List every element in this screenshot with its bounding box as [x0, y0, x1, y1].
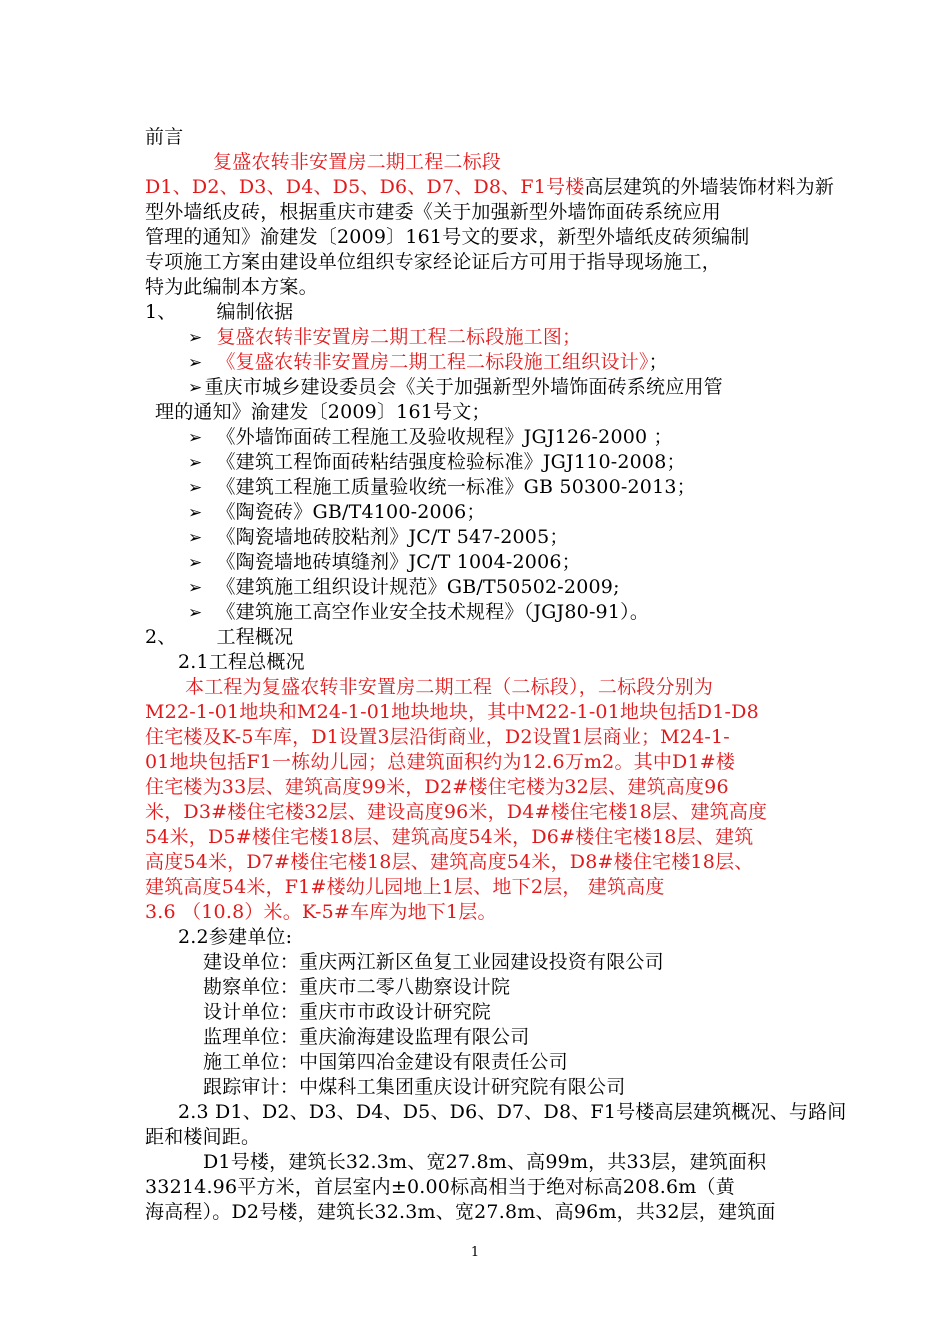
overview-line-5: 住宅楼为33层、建筑高度99米，D2#楼住宅楼为32层、建筑高度96 [145, 776, 729, 798]
basis-item-10-text: 《建筑施工组织设计规范》GB/T50502-2009; [216, 576, 620, 598]
d1-line-2: 33214.96平方米，首层室内±0.00标高相当于绝对标高208.6m（黄 [145, 1176, 735, 1198]
basis-item-6-text: 《建筑工程施工质量验收统一标准》GB 50300-2013； [216, 476, 696, 498]
overview-line-7: 54米，D5#楼住宅楼18层、建筑高度54米，D6#楼住宅楼18层、建筑 [145, 826, 754, 848]
bullet-icon: ➢ [188, 453, 203, 473]
basis-item-3-cont: 理的通知》渝建发〔2009〕161号文； [155, 401, 491, 423]
bullet-icon: ➢ [188, 553, 203, 573]
preface-line-5: 特为此编制本方案。 [145, 276, 318, 298]
unit-survey: 勘察单位：重庆市二零八勘察设计院 [203, 976, 511, 998]
bullet-icon: ➢ [188, 478, 203, 498]
bullet-icon: ➢ [188, 428, 203, 448]
basis-item-3-text: 重庆市城乡建设委员会《关于加强新型外墙饰面砖系统应用管 [204, 376, 723, 398]
section-2-number: 2、 [145, 626, 177, 648]
section-1-number: 1、 [145, 301, 177, 323]
unit-supervision: 监理单位：重庆渝海建设监理有限公司 [203, 1026, 530, 1048]
overview-line-1: 本工程为复盛农转非安置房二期工程（二标段），二标段分别为 [185, 676, 714, 698]
basis-item-7-text: 《陶瓷砖》GB/T4100-2006； [216, 501, 486, 523]
preface-line-2: 型外墙纸皮砖，根据重庆市建委《关于加强新型外墙饰面砖系统应用 [145, 201, 722, 223]
basis-item-6 [188, 475, 696, 501]
basis-item-1-text: 复盛农转非安置房二期工程二标段施工图； [216, 326, 582, 348]
overview-line-6: 米，D3#楼住宅楼32层、建设高度96米，D4#楼住宅楼18层、建筑高度 [145, 801, 768, 823]
overview-line-2: M22-1-01地块和M24-1-01地块地块，其中M22-1-01地块包括D1-D8 [145, 701, 759, 723]
basis-item-8-text: 《陶瓷墙地砖胶粘剂》JC/T 547-2005； [216, 526, 569, 548]
subsection-2-2: 2.2参建单位: [178, 926, 293, 948]
subsection-2-3: 2.3 D1、D2、D3、D4、D5、D6、D7、D8、F1号楼高层建筑概况、与路间 [178, 1101, 847, 1123]
basis-item-3 [188, 375, 723, 401]
basis-item-9-text: 《陶瓷墙地砖填缝剂》JC/T 1004-2006； [216, 551, 581, 573]
basis-item-1 [188, 325, 581, 351]
bullet-icon: ➢ [188, 528, 203, 548]
preface-title: 前言 [145, 126, 184, 148]
basis-item-7 [188, 500, 486, 526]
unit-audit: 跟踪审计：中煤科工集团重庆设计研究院有限公司 [203, 1076, 626, 1098]
subsection-2-1: 2.1工程总概况 [178, 651, 305, 673]
preface-line-3: 管理的通知》渝建发〔2009〕161号文的要求，新型外墙纸皮砖须编制 [145, 226, 750, 248]
unit-contractor: 施工单位：中国第四冶金建设有限责任公司 [203, 1051, 568, 1073]
basis-item-5 [188, 450, 686, 476]
basis-item-11-text: 《建筑施工高空作业安全技术规程》（JGJ80-91）。 [216, 601, 650, 623]
d1-line-3: 海高程）。D2号楼，建筑长32.3m、宽27.8m、高96m，共32层，建筑面 [145, 1201, 776, 1223]
building-list: D1、D2、D3、D4、D5、D6、D7、D8、F1号楼 [145, 176, 585, 198]
basis-item-11 [188, 600, 649, 626]
basis-item-2 [188, 350, 668, 376]
bullet-icon: ➢ [188, 603, 203, 623]
overview-line-4: 01地块包括F1一栋幼儿园；总建筑面积约为12.6万m2。其中D1#楼 [145, 751, 736, 773]
basis-item-2-suffix: ； [648, 351, 668, 373]
basis-item-2-text: 《复盛农转非安置房二期工程二标段施工组织设计》 [216, 351, 649, 373]
bullet-icon: ➢ [188, 378, 203, 398]
project-title: 复盛农转非安置房二期工程二标段 [213, 151, 502, 173]
page-number: 1 [470, 1245, 480, 1260]
overview-line-8: 高度54米，D7#楼住宅楼18层、建筑高度54米，D8#楼住宅楼18层、 [145, 851, 754, 873]
bullet-icon: ➢ [188, 328, 203, 348]
section-2-title: 工程概况 [216, 626, 294, 648]
unit-construction: 建设单位：重庆两江新区鱼复工业园建设投资有限公司 [203, 951, 664, 973]
basis-item-4-text: 《外墙饰面砖工程施工及验收规程》JGJ126-2000 ； [216, 426, 673, 448]
unit-design: 设计单位：重庆市市政设计研究院 [203, 1001, 492, 1023]
basis-item-8 [188, 525, 569, 551]
preface-line-4: 专项施工方案由建设单位组织专家经论证后方可用于指导现场施工， [145, 251, 722, 273]
section-1-title: 编制依据 [216, 301, 294, 323]
basis-item-4 [188, 425, 673, 451]
preface-line-1-rest: 高层建筑的外墙装饰材料为新 [584, 176, 835, 198]
basis-item-5-text: 《建筑工程饰面砖粘结强度检验标准》JGJ110-2008； [216, 451, 686, 473]
basis-item-10 [188, 575, 620, 601]
bullet-icon: ➢ [188, 578, 203, 598]
subsection-2-3-cont: 距和楼间距。 [145, 1126, 261, 1148]
overview-line-3: 住宅楼及K-5车库，D1设置3层沿街商业，D2设置1层商业；M24-1- [145, 726, 730, 748]
section-1-heading [145, 300, 293, 325]
preface-line-1 [145, 175, 834, 200]
overview-line-9: 建筑高度54米，F1#楼幼儿园地上1层、地下2层， 建筑高度 [145, 876, 665, 898]
bullet-icon: ➢ [188, 353, 203, 373]
overview-line-10: 3.6 （10.8）米。K-5#车库为地下1层。 [145, 901, 497, 923]
d1-line-1: D1号楼，建筑长32.3m、宽27.8m、高99m，共33层，建筑面积 [203, 1151, 767, 1173]
bullet-icon: ➢ [188, 503, 203, 523]
basis-item-9 [188, 550, 581, 576]
section-2-heading [145, 625, 293, 650]
